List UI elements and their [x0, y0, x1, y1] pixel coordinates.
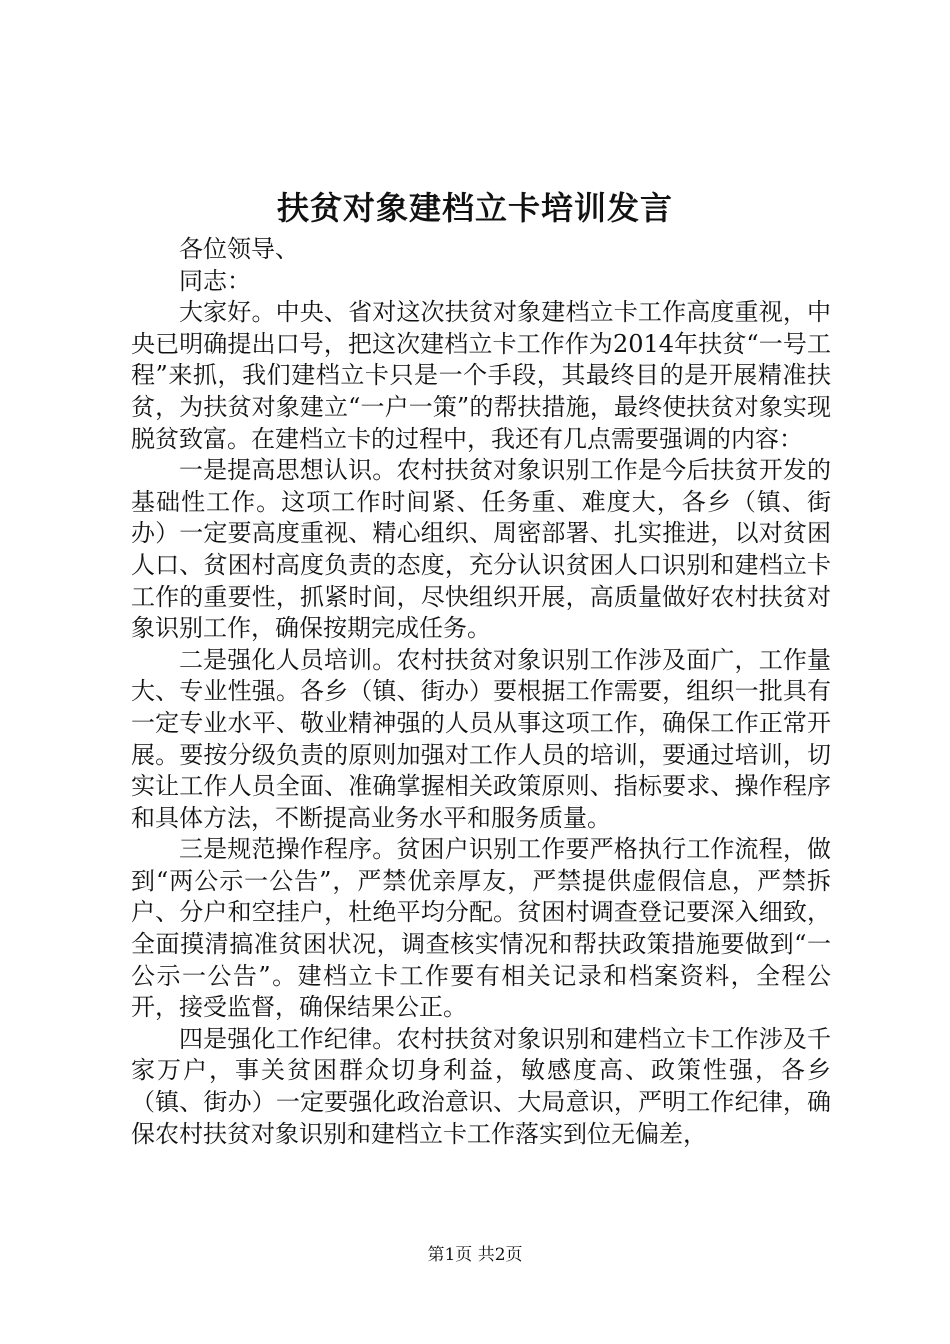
paragraph-opening: 大家好。中央、省对这次扶贫对象建档立卡工作高度重视，中央已明确提出口号，把这次建档立卡工作作为2014年扶贫“一号工程”来抓，我们建档立卡只是一个手段，其最终目的是开展精准扶贫，为扶贫对象建立“一户一策”的帮扶措施，最终使扶贫对象实现脱贫致富。在建档立卡的过程中，我还有几点需要强调的内容： — [131, 298, 831, 453]
paragraph-point-2: 二是强化人员培训。农村扶贫对象识别工作涉及面广，工作量大、专业性强。各乡（镇、街办）要根据工作需要，组织一批具有一定专业水平、敬业精神强的人员从事这项工作，确保工作正常开展。要按分级负责的原则加强对工作人员的培训，要通过培训，切实让工作人员全面、准确掌握相关政策原则、指标要求、操作程序和具体方法，不断提高业务水平和服务质量。 — [131, 645, 831, 832]
paragraph-point-1: 一是提高思想认识。农村扶贫对象识别工作是今后扶贫开发的基础性工作。这项工作时间紧、任务重、难度大，各乡（镇、街办）一定要高度重视、精心组织、周密部署、扎实推进，以对贫困人口、贫困村高度负责的态度，充分认识贫困人口识别和建档立卡工作的重要性，抓紧时间，尽快组织开展，高质量做好农村扶贫对象识别工作，确保按期完成任务。 — [131, 456, 831, 643]
salutation-line: 同志： — [179, 266, 251, 295]
paragraph-point-3: 三是规范操作程序。贫困户识别工作要严格执行工作流程，做到“两公示一公告”，严禁优亲厚友，严禁提供虚假信息，严禁拆户、分户和空挂户，杜绝平均分配。贫困村调查登记要深入细致，全面摸清搞准贫困状况，调查核实情况和帮扶政策措施要做到“一公示一公告”。建档立卡工作要有相关记录和档案资料，全程公开，接受监督，确保结果公正。 — [131, 835, 831, 1022]
document-body — [131, 234, 831, 1150]
salutation-line: 各位领导、 — [179, 235, 299, 263]
paragraph-point-4: 四是强化工作纪律。农村扶贫对象识别和建档立卡工作涉及千家万户，事关贫困群众切身利益，敏感度高、政策性强，各乡（镇、街办）一定要强化政治意识、大局意识，严明工作纪律，确保农村扶贫对象识别和建档立卡工作落实到位无偏差， — [131, 1024, 831, 1148]
document-title: 扶贫对象建档立卡培训发言 — [276, 189, 673, 227]
page-footer: 第1页 共2页 — [427, 1245, 523, 1265]
